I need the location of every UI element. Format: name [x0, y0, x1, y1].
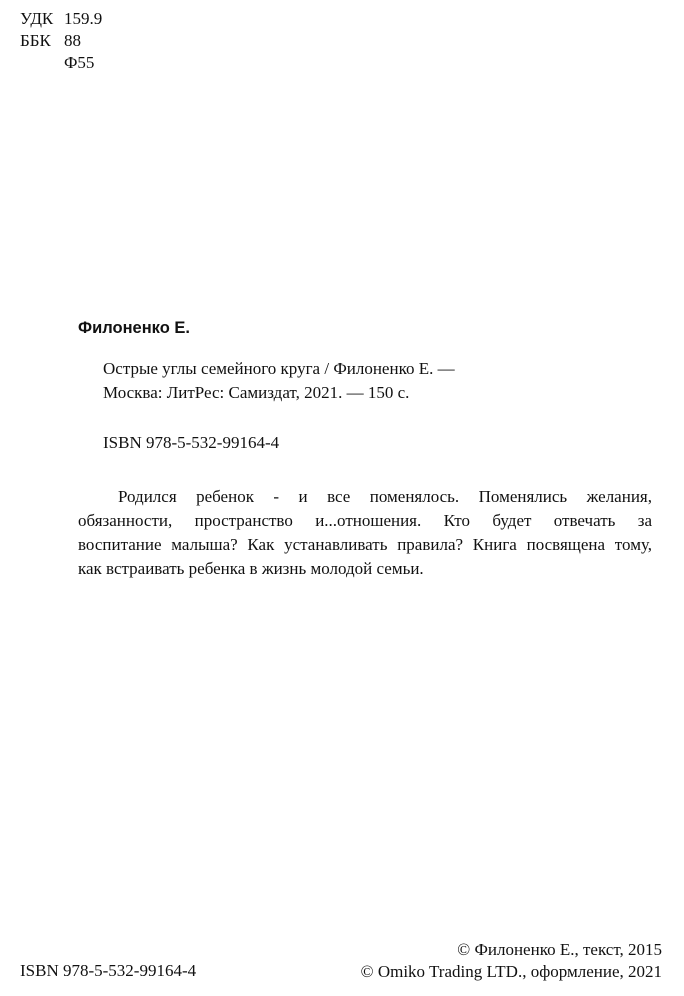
bbk-value: 88 [64, 31, 81, 50]
bibliographic-description [103, 357, 455, 405]
biblio-line-publisher: Москва: ЛитРес: Самиздат, 2021. — 150 с. [103, 383, 410, 402]
abstract-line: обязанности, пространство и...отношения. Кто будет отвечать за [78, 511, 652, 530]
isbn: ISBN 978-5-532-99164-4 [103, 433, 280, 452]
udk-row [20, 8, 102, 30]
author-heading: Филоненко Е. [78, 319, 190, 337]
author-mark: Ф55 [64, 53, 95, 72]
bbk-label: ББК [20, 31, 51, 50]
abstract-line: Родился ребенок - и все поменялось. Поменялись желания, [118, 487, 652, 506]
bbk-row [20, 30, 102, 52]
abstract-line: как встраивать ребенка в жизнь молодой семьи. [78, 559, 424, 578]
copyright-design: © Omiko Trading LTD., оформление, 2021 [360, 962, 662, 981]
biblio-line-title: Острые углы семейного круга / Филоненко Е. — [103, 359, 455, 378]
udk-value: 159.9 [64, 9, 103, 28]
abstract-line: воспитание малыша? Как устанавливать правила? Книга посвящена тому, [78, 535, 652, 554]
copyright-notices [361, 939, 662, 983]
author-mark-row [20, 52, 102, 74]
udk-label: УДК [20, 9, 54, 28]
abstract [78, 485, 652, 581]
footer-isbn: ISBN 978-5-532-99164-4 [20, 961, 197, 980]
copyright-text: © Филоненко Е., текст, 2015 [457, 940, 662, 959]
classification-block [20, 8, 102, 74]
